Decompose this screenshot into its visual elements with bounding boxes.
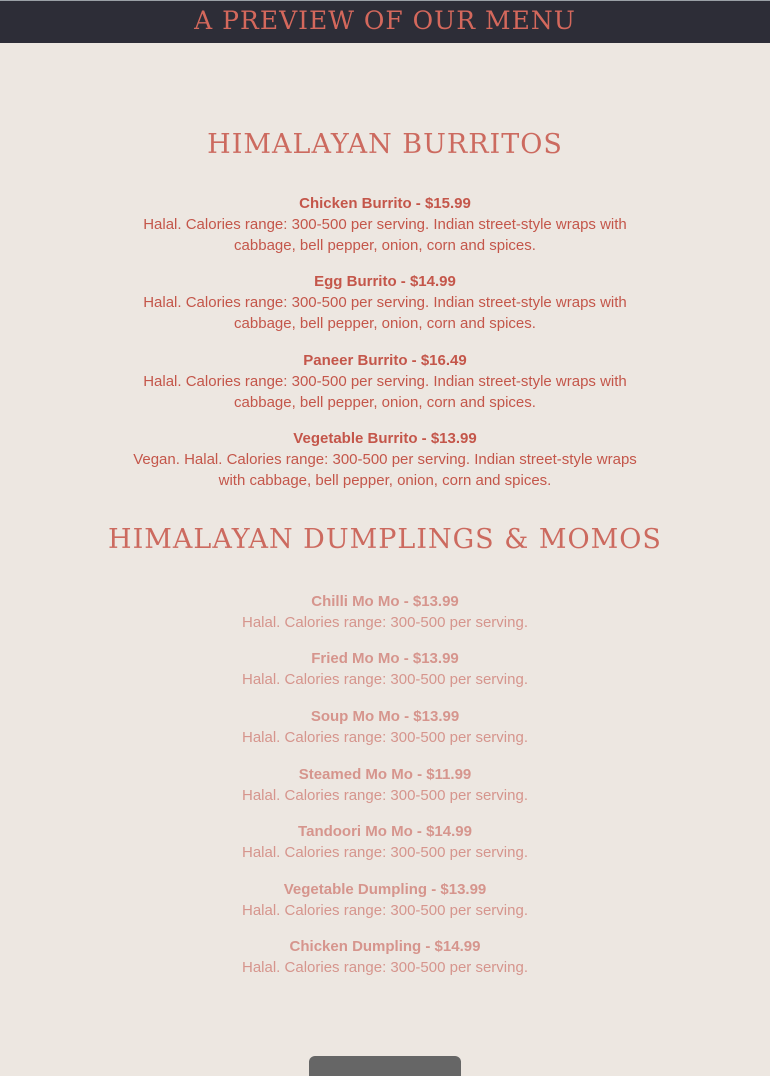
menu-item-description: Halal. Calories range: 300-500 per serving. — [242, 729, 528, 746]
menu-item — [120, 821, 650, 863]
menu-item — [120, 428, 650, 491]
menu-item — [120, 193, 650, 256]
menu-item-name: Fried Mo Mo - $13.99 — [311, 650, 459, 667]
menu-item-name: Chicken Burrito - $15.99 — [299, 195, 471, 212]
menu-item — [120, 936, 650, 978]
menu-item-name: Tandoori Mo Mo - $14.99 — [298, 823, 472, 840]
menu-item-description: Halal. Calories range: 300-500 per serving. — [242, 671, 528, 688]
view-full-menu-button[interactable] — [309, 1056, 461, 1076]
section-title-burritos: HIMALAYAN BURRITOS — [207, 129, 563, 160]
menu-item-name: Vegetable Dumpling - $13.99 — [283, 881, 487, 898]
menu-item-name: Vegetable Burrito - $13.99 — [293, 430, 477, 447]
menu-item — [120, 764, 650, 806]
menu-item-description: Halal. Calories range: 300-500 per serving. — [242, 959, 528, 976]
menu-item-name: Steamed Mo Mo - $11.99 — [298, 766, 472, 783]
menu-item-description: Halal. Calories range: 300-500 per serving. — [242, 787, 528, 804]
menu-item-name: Egg Burrito - $14.99 — [314, 273, 456, 290]
menu-item-name: Chicken Dumpling - $14.99 — [289, 938, 481, 955]
menu-item-description: Vegan. Halal. Calories range: 300-500 per serving. Indian street-style wraps with cabbage, bell pepper, onion, corn and spices. — [133, 451, 637, 489]
section-title-dumplings: HIMALAYAN DUMPLINGS & MOMOS — [108, 524, 662, 555]
top-header-bar — [0, 0, 770, 43]
menu-item-description: Halal. Calories range: 300-500 per serving. — [242, 844, 528, 861]
page-title: A PREVIEW OF OUR MENU — [194, 6, 576, 35]
menu-item-name: Chilli Mo Mo - $13.99 — [311, 593, 459, 610]
menu-item — [120, 706, 650, 748]
menu-item-description: Halal. Calories range: 300-500 per serving. Indian street-style wraps with cabbage, bell pepper, onion, corn and spices. — [143, 216, 627, 254]
menu-item-name: Paneer Burrito - $16.49 — [303, 352, 467, 369]
menu-item-description: Halal. Calories range: 300-500 per serving. — [242, 902, 528, 919]
menu-item — [120, 350, 650, 413]
menu-item — [120, 591, 650, 633]
menu-item — [120, 648, 650, 690]
menu-item — [120, 879, 650, 921]
menu-item-description: Halal. Calories range: 300-500 per serving. — [242, 614, 528, 631]
menu-item-name: Soup Mo Mo - $13.99 — [310, 708, 460, 725]
menu-item-description: Halal. Calories range: 300-500 per serving. Indian street-style wraps with cabbage, bell pepper, onion, corn and spices. — [143, 294, 627, 332]
menu-item — [120, 271, 650, 334]
menu-item-description: Halal. Calories range: 300-500 per serving. Indian street-style wraps with cabbage, bell pepper, onion, corn and spices. — [143, 373, 627, 411]
